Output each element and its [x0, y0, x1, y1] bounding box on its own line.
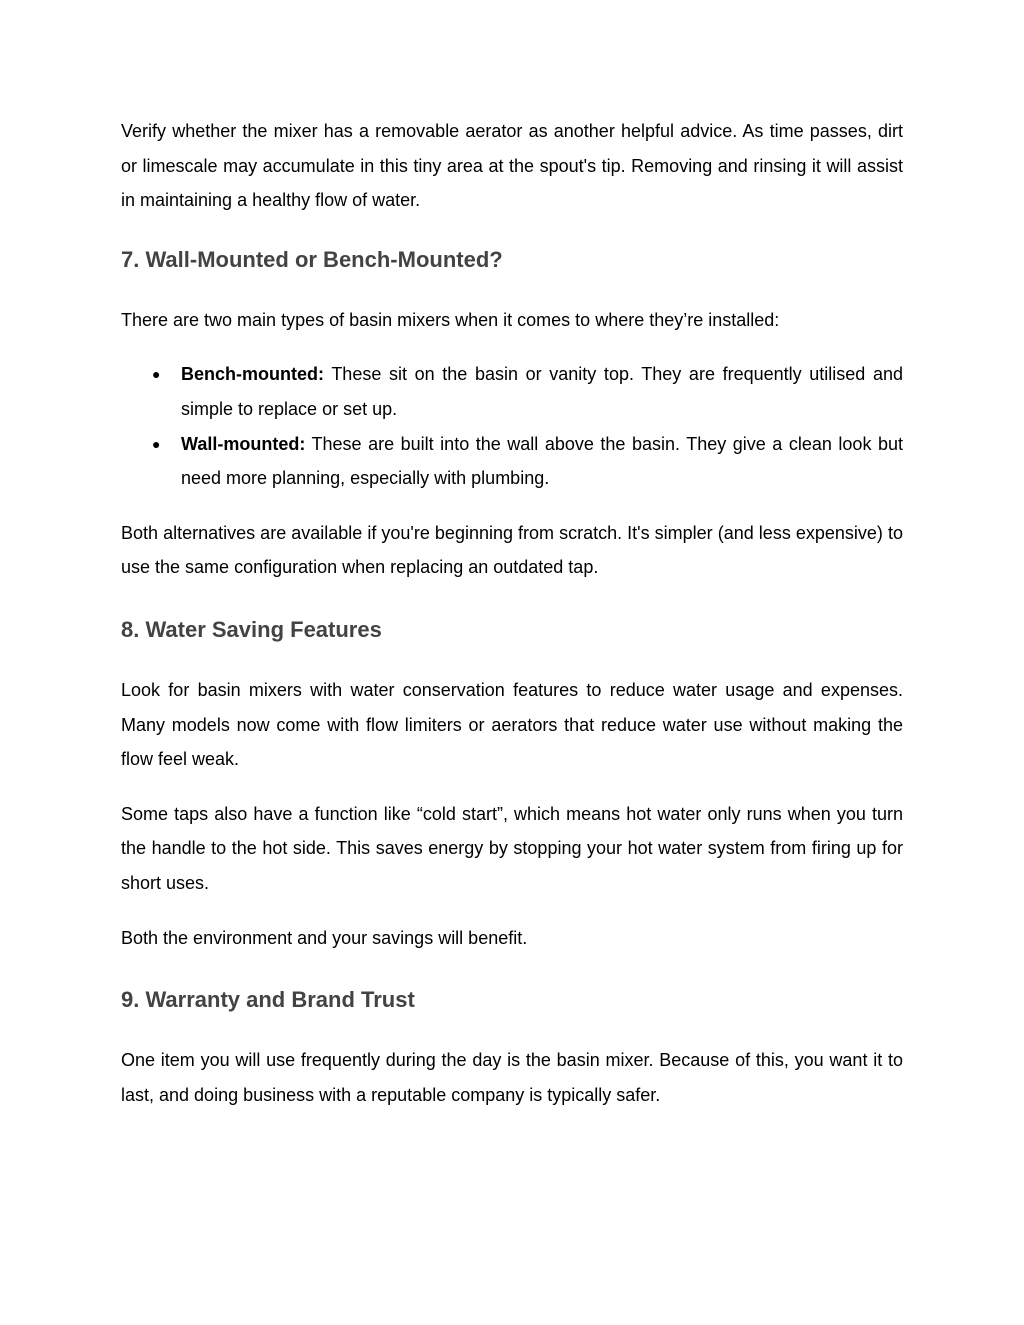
bullet-icon: ● [152, 366, 161, 383]
heading-water-saving-features: 8. Water Saving Features [121, 616, 382, 642]
heading-wall-or-bench-mounted: 7. Wall-Mounted or Bench-Mounted? [121, 246, 503, 272]
paragraph-warranty: One item you will use frequently during the day is the basin mixer. Because of this, you want it to last, and doing business with a reputable company is typically safer. [121, 1050, 903, 1105]
heading-warranty-brand-trust: 9. Warranty and Brand Trust [121, 987, 415, 1013]
list-term: Wall-mounted: [181, 433, 306, 454]
paragraph-water-saving-2: Some taps also have a function like “cold start”, which means hot water only runs when you turn the handle to the hot side. This saves energy by stopping your hot water system from firing up for short uses. [121, 803, 903, 893]
list-item-wall-mounted [121, 427, 903, 496]
list-text: These sit on the basin or vanity top. They are frequently utilised and simple to replace or set up. [181, 364, 903, 419]
paragraph-alternatives: Both alternatives are available if you're beginning from scratch. It's simpler (and less expensive) to use the same configuration when replacing an outdated tap. [121, 522, 903, 578]
mount-type-list [121, 357, 903, 495]
paragraph-aerator: Verify whether the mixer has a removable aerator as another helpful advice. As time passes, dirt or limescale may accumulate in this tiny area at the spout's tip. Removing and rinsing it will assist in maintaining a healthy flow of water. [121, 121, 903, 211]
list-term: Bench-mounted: [181, 364, 324, 385]
paragraph-types-intro: There are two main types of basin mixers when it comes to where they’re installed: [121, 309, 780, 330]
paragraph-water-saving-3: Both the environment and your savings will benefit. [121, 927, 528, 948]
bullet-icon: ● [152, 435, 161, 452]
list-text: These are built into the wall above the basin. They give a clean look but need more planning, especially with plumbing. [181, 433, 903, 489]
paragraph-water-saving-1: Look for basin mixers with water conservation features to reduce water usage and expenses. Many models now come with flow limiters or aerators that reduce water use without making the flow feel weak. [121, 679, 903, 770]
list-item-bench-mounted [121, 357, 903, 426]
document-page [121, 114, 903, 1112]
